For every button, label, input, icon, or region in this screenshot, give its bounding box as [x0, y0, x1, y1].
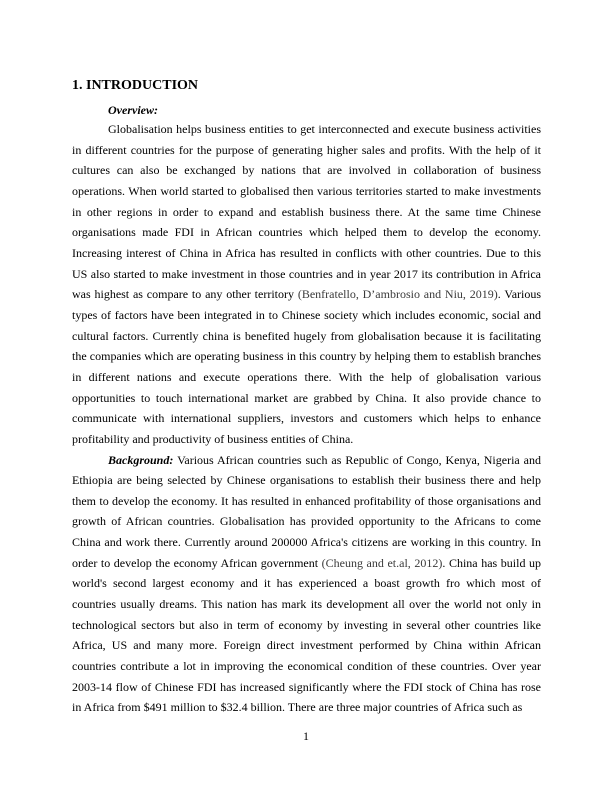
document-page [72, 77, 541, 718]
background-subheading: Background: [108, 452, 174, 467]
section-heading: 1. INTRODUCTION [72, 78, 199, 93]
overview-text-part-1: Globalisation helps business entities to get interconnected and execute business activities in different countries for the purpose of generating higher sales and profits. With the help of it cultures can also be exchanged by nations that are involved in collaboration of business operations. When world started to globalised then various territories started to make investments in other regions in order to expand and establish business there. At the same time Chinese organisations made FDI in African countries which helped them to develop the economy. Increasing interest of China in Africa has resulted in conflicts with other countries. Due to this US also started to make investment in those countries and in year 2017 its contribution in Africa was highest as compare to any other territory [72, 122, 541, 302]
page-number: 1 [303, 729, 309, 743]
background-citation: (Cheung and et.al, 2012) [321, 555, 443, 570]
overview-citation: (Benfratello, D’ambrosio and Niu, 2019) [297, 287, 498, 302]
background-paragraph [72, 450, 541, 719]
overview-text-part-2: . Various types of factors have been integrated in to Chinese society which includes economic, social and cultural factors. Currently china is benefited hugely from globalisation because it is facilitating the companies which are operating business in this country by helping them to establish branches in different nations and execute operations there. With the help of globalisation various opportunities to touch international market are grabbed by China. It also provide chance to communicate with international suppliers, investors and customers which helps to enhance profitability and productivity of business entities of China. [72, 287, 542, 446]
background-text-part-2: . China has build up world's second largest economy and it has experienced a boast growth fro which most of countries usually dreams. This nation has mark its development all over the world not only in technological sectors but also in term of economy by investing in several other countries like Africa, US and many more. Foreign direct investment performed by China within African countries contribute a lot in improving the economical condition of these countries. Over year 2003-14 flow of Chinese FDI has increased significantly where the FDI stock of China has rose in Africa from $491 million to $32.4 billion. There are three major countries of Africa such as [72, 555, 542, 715]
background-text-part-1: Various African countries such as Republic of Congo, Kenya, Nigeria and Ethiopia are being selected by Chinese organisations to establish their business there and help them to develop the economy. It has resulted in enhanced profitability of those organisations and growth of African countries. Globalisation has provided opportunity to the Africans to come China and work there. Currently around 200000 Africa's citizens are working in this country. In order to develop the economy African government [72, 452, 541, 570]
overview-paragraph [72, 119, 541, 450]
overview-subheading: Overview: [108, 103, 158, 117]
